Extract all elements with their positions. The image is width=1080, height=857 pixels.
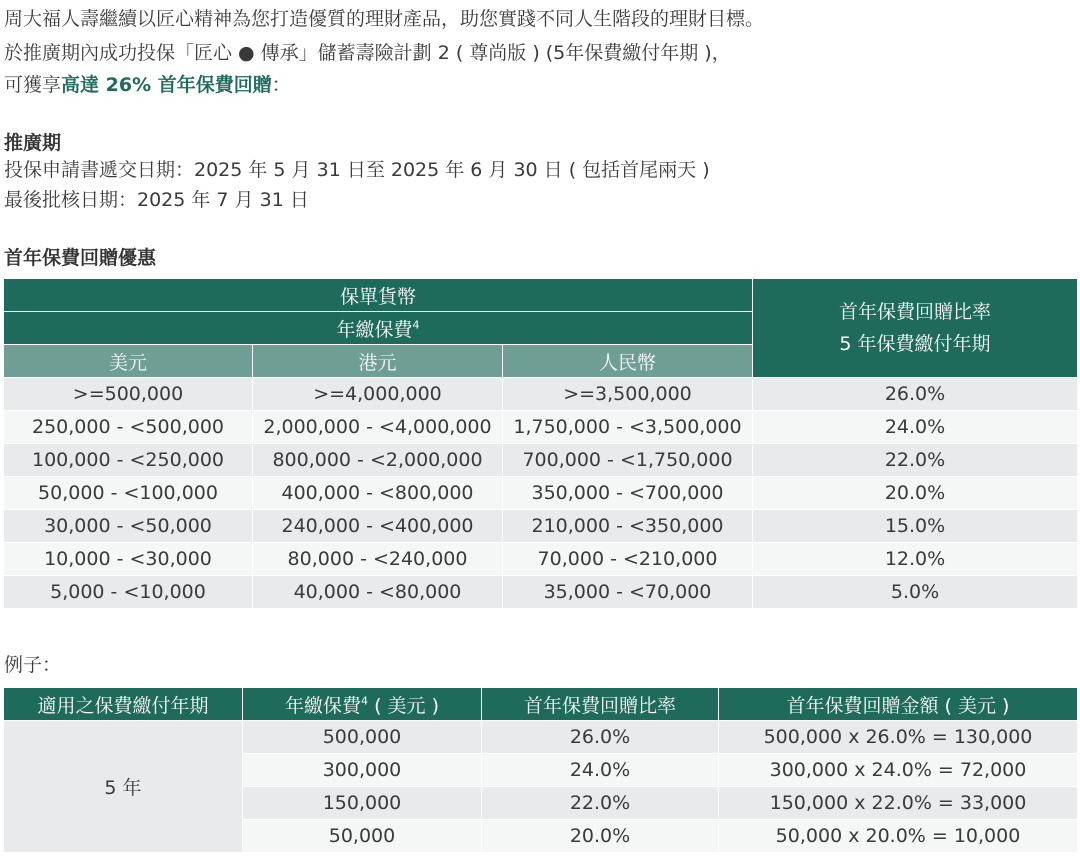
amount-cell: 150,000 x 22.0% = 33,000 — [719, 787, 1078, 820]
rate-cell: 20.0% — [753, 477, 1078, 510]
usd-cell: 250,000 - <500,000 — [4, 411, 253, 444]
amount-cell: 500,000 x 26.0% = 130,000 — [719, 721, 1078, 754]
example-premium-header — [243, 688, 482, 721]
rate-cell: 26.0% — [753, 378, 1078, 411]
intro-line-3-suffix: ： — [271, 74, 291, 96]
example-rate-header: 首年保費回贈比率 — [482, 688, 719, 721]
usd-cell: 30,000 - <50,000 — [4, 510, 253, 543]
currency-usd-header: 美元 — [4, 345, 253, 378]
promo-submission-date: 投保申請書遞交日期：2025 年 5 月 31 日至 2025 年 6 月 30 日 ( 包括首尾兩天 ) — [4, 159, 710, 181]
footnote-marker: 4 — [361, 694, 369, 708]
rate-cell: 20.0% — [482, 820, 719, 853]
currency-rmb-header: 人民幣 — [503, 345, 753, 378]
rebate-rate-header-line2: 5 年保費繳付年期 — [839, 333, 991, 355]
hkd-cell: 240,000 - <400,000 — [253, 510, 503, 543]
usd-cell: 50,000 - <100,000 — [4, 477, 253, 510]
intro-line-3-prefix: 可獲享 — [4, 74, 62, 96]
intro-line-3 — [4, 70, 291, 100]
amount-cell: 300,000 x 24.0% = 72,000 — [719, 754, 1078, 787]
rebate-table — [3, 278, 1078, 609]
currency-hkd-header: 港元 — [253, 345, 503, 378]
rmb-cell: 35,000 - <70,000 — [503, 576, 753, 609]
premium-cell: 150,000 — [243, 787, 482, 820]
rate-cell: 22.0% — [753, 444, 1078, 477]
amount-cell: 50,000 x 20.0% = 10,000 — [719, 820, 1078, 853]
rebate-rate-header-line1: 首年保費回贈比率 — [838, 301, 991, 323]
rate-cell: 26.0% — [482, 721, 719, 754]
promo-heading: 推廣期 — [4, 132, 62, 154]
promo-approval-date: 最後批核日期：2025 年 7 月 31 日 — [4, 189, 309, 211]
rate-cell: 24.0% — [753, 411, 1078, 444]
premium-cell: 500,000 — [243, 721, 482, 754]
rebate-highlight: 高達 26% 首年保費回贈 — [61, 74, 272, 96]
hkd-cell: 40,000 - <80,000 — [253, 576, 503, 609]
hkd-cell: 800,000 - <2,000,000 — [253, 444, 503, 477]
rebate-rate-header — [753, 279, 1078, 378]
premium-cell: 50,000 — [243, 820, 482, 853]
table-row — [4, 378, 1078, 411]
hkd-cell: 80,000 - <240,000 — [253, 543, 503, 576]
usd-cell: 100,000 - <250,000 — [4, 444, 253, 477]
table-row — [4, 444, 1078, 477]
usd-cell: >=500,000 — [4, 378, 253, 411]
annual-premium-header — [4, 312, 753, 345]
example-amount-header: 首年保費回贈金額 ( 美元 ) — [719, 688, 1078, 721]
example-premium-label: 年繳保費 — [285, 694, 362, 717]
rmb-cell: 350,000 - <700,000 — [503, 477, 753, 510]
example-table — [3, 687, 1078, 853]
rate-cell: 24.0% — [482, 754, 719, 787]
usd-cell: 10,000 - <30,000 — [4, 543, 253, 576]
offer-heading: 首年保費回贈優惠 — [4, 247, 157, 269]
table-row — [4, 543, 1078, 576]
rate-cell: 12.0% — [753, 543, 1078, 576]
intro-line-1: 周大福人壽繼續以匠心精神為您打造優質的理財產品，助您實踐不同人生階段的理財目標。 — [4, 8, 765, 30]
policy-currency-header: 保單貨幣 — [4, 279, 753, 312]
rmb-cell: 210,000 - <350,000 — [503, 510, 753, 543]
premium-cell: 300,000 — [243, 754, 482, 787]
example-premium-unit: ( 美元 ) — [368, 694, 439, 717]
table-row — [4, 721, 1078, 754]
example-heading: 例子： — [4, 654, 62, 676]
annual-premium-label: 年繳保費 — [336, 318, 413, 341]
hkd-cell: 2,000,000 - <4,000,000 — [253, 411, 503, 444]
hkd-cell: >=4,000,000 — [253, 378, 503, 411]
rmb-cell: >=3,500,000 — [503, 378, 753, 411]
term-value-cell: 5 年 — [4, 721, 243, 853]
rate-cell: 22.0% — [482, 787, 719, 820]
rmb-cell: 700,000 - <1,750,000 — [503, 444, 753, 477]
table-row — [4, 477, 1078, 510]
usd-cell: 5,000 - <10,000 — [4, 576, 253, 609]
table-row — [4, 510, 1078, 543]
intro-line-2: 於推廣期內成功投保「匠心 ● 傳承」儲蓄壽險計劃 2 ( 尊尚版 ) (5年保費繳付年期 )， — [4, 42, 731, 64]
table-row — [4, 576, 1078, 609]
footnote-marker: 4 — [412, 318, 420, 332]
table-row — [4, 411, 1078, 444]
rate-cell: 15.0% — [753, 510, 1078, 543]
rmb-cell: 1,750,000 - <3,500,000 — [503, 411, 753, 444]
rmb-cell: 70,000 - <210,000 — [503, 543, 753, 576]
hkd-cell: 400,000 - <800,000 — [253, 477, 503, 510]
term-header: 適用之保費繳付年期 — [4, 688, 243, 721]
rate-cell: 5.0% — [753, 576, 1078, 609]
